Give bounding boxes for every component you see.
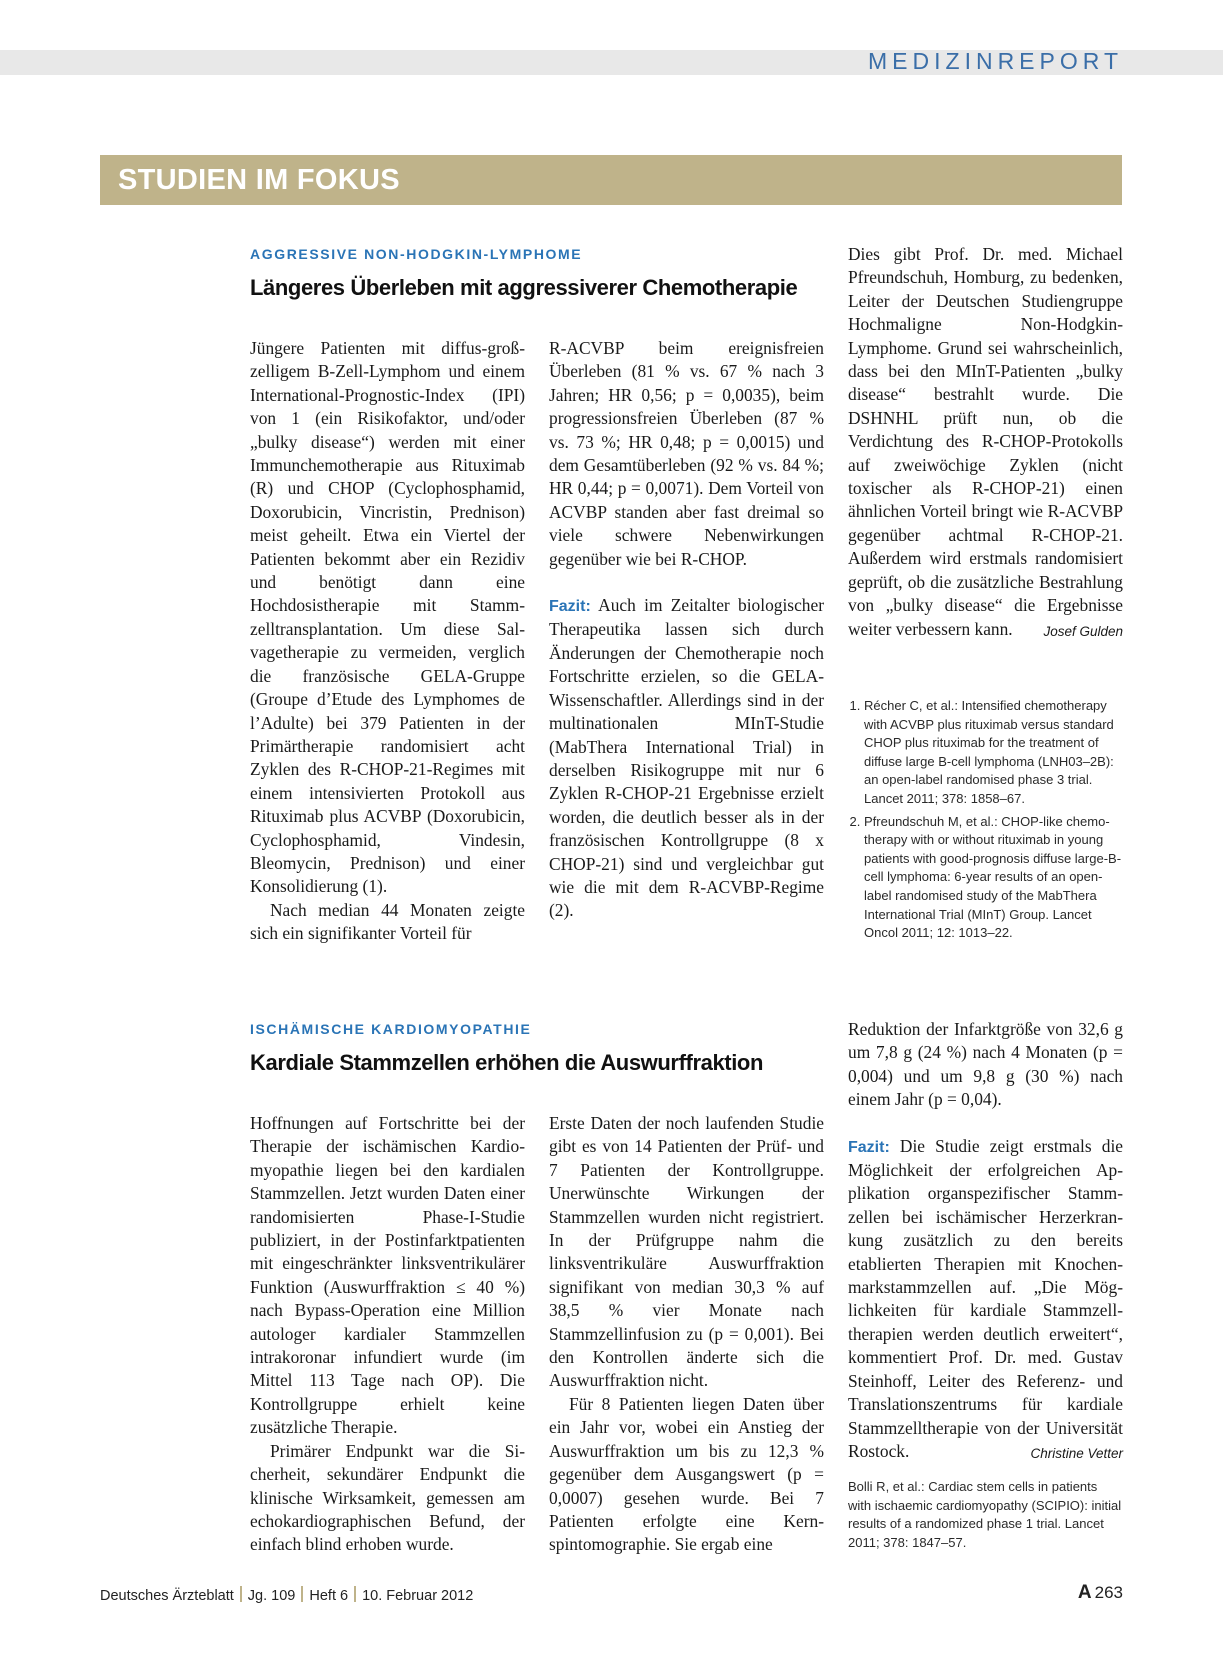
article1-fazit-text: Auch im Zeitalter biologischer Therapeutika lassen sich durch Änderungen der Chemotherapie noch Fortschritte erzielen, so die GELA-Wissenschaftler. Allerdings sind in der multinationalen MInT-Studie (MabThera International Trial) in derselben Risikogruppe mit nur 6 Zyklen R-CHOP-21 Ergebnisse erzielt worden, die deutlich besser als in der französischen Kontrollgruppe (8 x CHOP-21) sind und vergleichbar gut wie die mit dem R-ACVBP-Regime (2). xyxy=(549,595,824,921)
article2-column-1 xyxy=(250,1112,525,1557)
divider xyxy=(301,1586,303,1602)
article1-col3-text: Dies gibt Prof. Dr. med. Michael Pfreundschuh, Homburg, zu bedenken, Leiter der Deutschen Studiengruppe Hochmaligne Non-Hodgkin-Lymphome. Grund sei wahrscheinlich, dass bei den MInT-Patienten „bulky disease“ bestrahlt wurde. Die DSHNHL prüft nun, ob die Verdichtung des R-CHOP-Protokolls auf zweiwöchige Zyklen (nicht toxischer als R-CHOP-21) einen ähnlichen Vorteil bringt wie R-ACVBP gegenüber achtmal R-CHOP-21. Außerdem wird erstmals randomisiert geprüft, ob die zusätzliche Bestrahlung von „bulky disease“ die Ergebnisse weiter verbessern kann. xyxy=(848,244,1123,639)
article1-column-3 xyxy=(848,243,1123,643)
article1-col2-paragraph-1: R-ACVBP beim ereignisfreien Überleben (81 % vs. 67 % nach 3 Jahren; HR 0,56; p = 0,0035), beim progressionsfreien Überleben (87 % vs. 73 %; HR 0,48; p = 0,0015) und dem Gesamtüberleben (92 % vs. 84 %; HR 0,44; p = 0,0071). Dem Vorteil von ACVBP standen aber fast dreimal so viele schwere Nebenwirkungen gegenüber wie bei R-CHOP. xyxy=(549,338,824,569)
divider xyxy=(240,1586,242,1602)
article1-author: Josef Gulden xyxy=(1043,623,1123,639)
article1-kicker: AGGRESSIVE NON-HODGKIN-LYMPHOME xyxy=(250,246,583,262)
article2-kicker: ISCHÄMISCHE KARDIOMYOPATHIE xyxy=(250,1021,532,1037)
article1-column-2 xyxy=(549,337,824,923)
reference-item: 1. Récher C, et al.: Intensified chemotherapy with ACVBP plus rituximab versus standard CHOP plus rituximab for the treatment of diffuse large B-cell lymphoma (LNH03–2B): an open-label randomised phase 3 trial. Lancet 2011; 378: 1858–67. xyxy=(864,697,1123,809)
article1-headline: Längeres Überleben mit aggressiverer Chemotherapie xyxy=(250,275,798,300)
article2-column-2 xyxy=(549,1112,824,1557)
article1-references xyxy=(848,697,1123,947)
page-number xyxy=(1078,1582,1123,1604)
article2-col1-paragraph-1: Hoffnungen auf Fortschritte bei der Therapie der ischämischen Kardiomyopathie liegen bei den kardialen Stammzellen. Jetzt wurden Daten einer randomisierten Phase-I-Studie publiziert, in der Postinfarktpatienten mit eingeschränkter linksventrikulärer Funktion (Auswurffraktion ≤ 40 %) nach Bypass-Operation eine Million autologer kardialer Stammzellen intrakoronar infundiert wurde (im Mittel 113 Tage nach OP). Die Kontrollgruppe erhielt keine zusätzliche Therapie. xyxy=(250,1113,525,1438)
article1-col3-paragraph-1 xyxy=(848,243,1123,641)
divider xyxy=(354,1586,356,1602)
article1-col2-fazit xyxy=(549,594,824,923)
article2-col2-paragraph-1: Erste Daten der noch laufenden Studie gibt es von 14 Patienten der Prüf- und 7 Patienten der Kontrollgruppe. Unerwünschte Wirkungen der Stammzellen wurden nicht registriert. In der Prüfgruppe nahm die linksventrikuläre Auswurffraktion signifikant von median 30,3 % auf 38,5 % vier Monate nach Stammzellinfusion zu (p = 0,001). Bei den Kontrollen änderte sich die Auswurffraktion nicht. xyxy=(549,1113,824,1391)
article2-column-3 xyxy=(848,1018,1123,1465)
journal-volume: Jg. 109 xyxy=(247,1588,296,1604)
article1-column-1 xyxy=(250,337,525,946)
reference-item: 2. Pfreundschuh M, et al.: CHOP-like chemotherapy with or without rituximab in young patients with good-prognosis diffuse large-B-cell lymphoma: 6-year results of an open-label randomised study of the MabThera International Trial (MInT) Group. Lancet Oncol 2011; 12: 1013–22. xyxy=(864,813,1123,943)
reference-item: Bolli R, et al.: Cardiac stem cells in patients with ischaemic cardiomyopathy (SCIPIO): initial results of a randomized phase 1 trial. Lancet 2011; 378: 1847–57. xyxy=(848,1479,1122,1550)
article2-col3-paragraph-1: Reduktion der Infarktgröße von 32,6 g um 7,8 g (24 %) nach 4 Monaten (p = 0,004) und um 9,8 g (30 %) nach einem Jahr (p = 0,04). xyxy=(848,1019,1123,1110)
article2-headline: Kardiale Stammzellen erhöhen die Auswurffraktion xyxy=(250,1050,763,1075)
footer xyxy=(100,1586,473,1604)
journal-name: Deutsches Ärzteblatt xyxy=(100,1588,234,1604)
journal-issue: Heft 6 xyxy=(309,1588,349,1604)
section-banner: STUDIEN IM FOKUS xyxy=(100,155,1122,205)
fazit-label: Fazit: xyxy=(848,1138,890,1156)
journal-date: 10. Februar 2012 xyxy=(362,1588,474,1604)
page-number-value: 263 xyxy=(1094,1583,1123,1602)
article2-reference xyxy=(848,1478,1123,1552)
article2-col2-paragraph-2: Für 8 Patienten liegen Daten über ein Jahr vor, wobei ein Anstieg der Auswurffraktion um bis zu 12,3 % gegenüber dem Ausgangswert (p = 0,0007) gesehen wurde. Bei 7 Patienten erfolgte eine Kernspintomographie. Sie ergab eine xyxy=(549,1393,824,1555)
article1-col1-paragraph-1: Jüngere Patienten mit diffus-großzelligem B-Zell-Lymphom und einem International-Prognostic-Index (IPI) von 1 (ein Risikofaktor, und/oder „bulky disease“) werden mit einer Immunchemotherapie aus Rituximab (R) und CHOP (Cyclophosphamid, Doxorubicin, Vincristin, Prednison) meist geheilt. Etwa ein Viertel der Patienten bekommt aber ein Rezidiv und benötigt dann eine Hochdosistherapie mit Stammzelltransplantation. Um diese Salvagetherapie zu vermeiden, verglich die französische GELA-Gruppe (Groupe d’Etude des Lymphomes de l’Adulte) bei 379 Patienten in der Primärtherapie randomisiert acht Zyklen des R-CHOP-21-Regimes mit einem intensivierten Protokoll aus Rituximab plus ACVBP (Doxorubicin, Cyclophosphamid, Vindesin, Bleomycin, Prednison) und einer Konsolidierung (1). xyxy=(250,338,525,897)
article2-fazit-text: Die Studie zeigt erstmals die Möglichkeit der erfolgreichen Applikation organspezifischer Stammzellen bei ischämischer Herzerkrankung zusätzlich zu den bereits etablierten Therapien mit Knochenmarkstammzellen auf. „Die Möglichkeiten für kardiale Stammzelltherapien werden deutlich erweitert“, kommentiert Prof. Dr. med. Gustav Steinhoff, Leiter des Referenz- und Translationszentrums für kardiale Stammzelltherapie von der Universität Rostock. xyxy=(848,1135,1123,1461)
article2-col3-fazit xyxy=(848,1135,1123,1464)
article2-author: Christine Vetter xyxy=(1030,1445,1123,1461)
article1-col1-paragraph-2: Nach median 44 Monaten zeigte sich ein signifikanter Vorteil für xyxy=(250,899,525,944)
section-label: MEDIZINREPORT xyxy=(868,48,1123,74)
fazit-label: Fazit: xyxy=(549,598,591,616)
article2-col1-paragraph-2: Primärer Endpunkt war die Sicherheit, sekundärer Endpunkt die klinische Wirksamkeit, gemessen am echokardiographischen Befund, der einfach blind erhoben wurde. xyxy=(250,1440,525,1555)
page-prefix: A xyxy=(1077,1582,1092,1603)
